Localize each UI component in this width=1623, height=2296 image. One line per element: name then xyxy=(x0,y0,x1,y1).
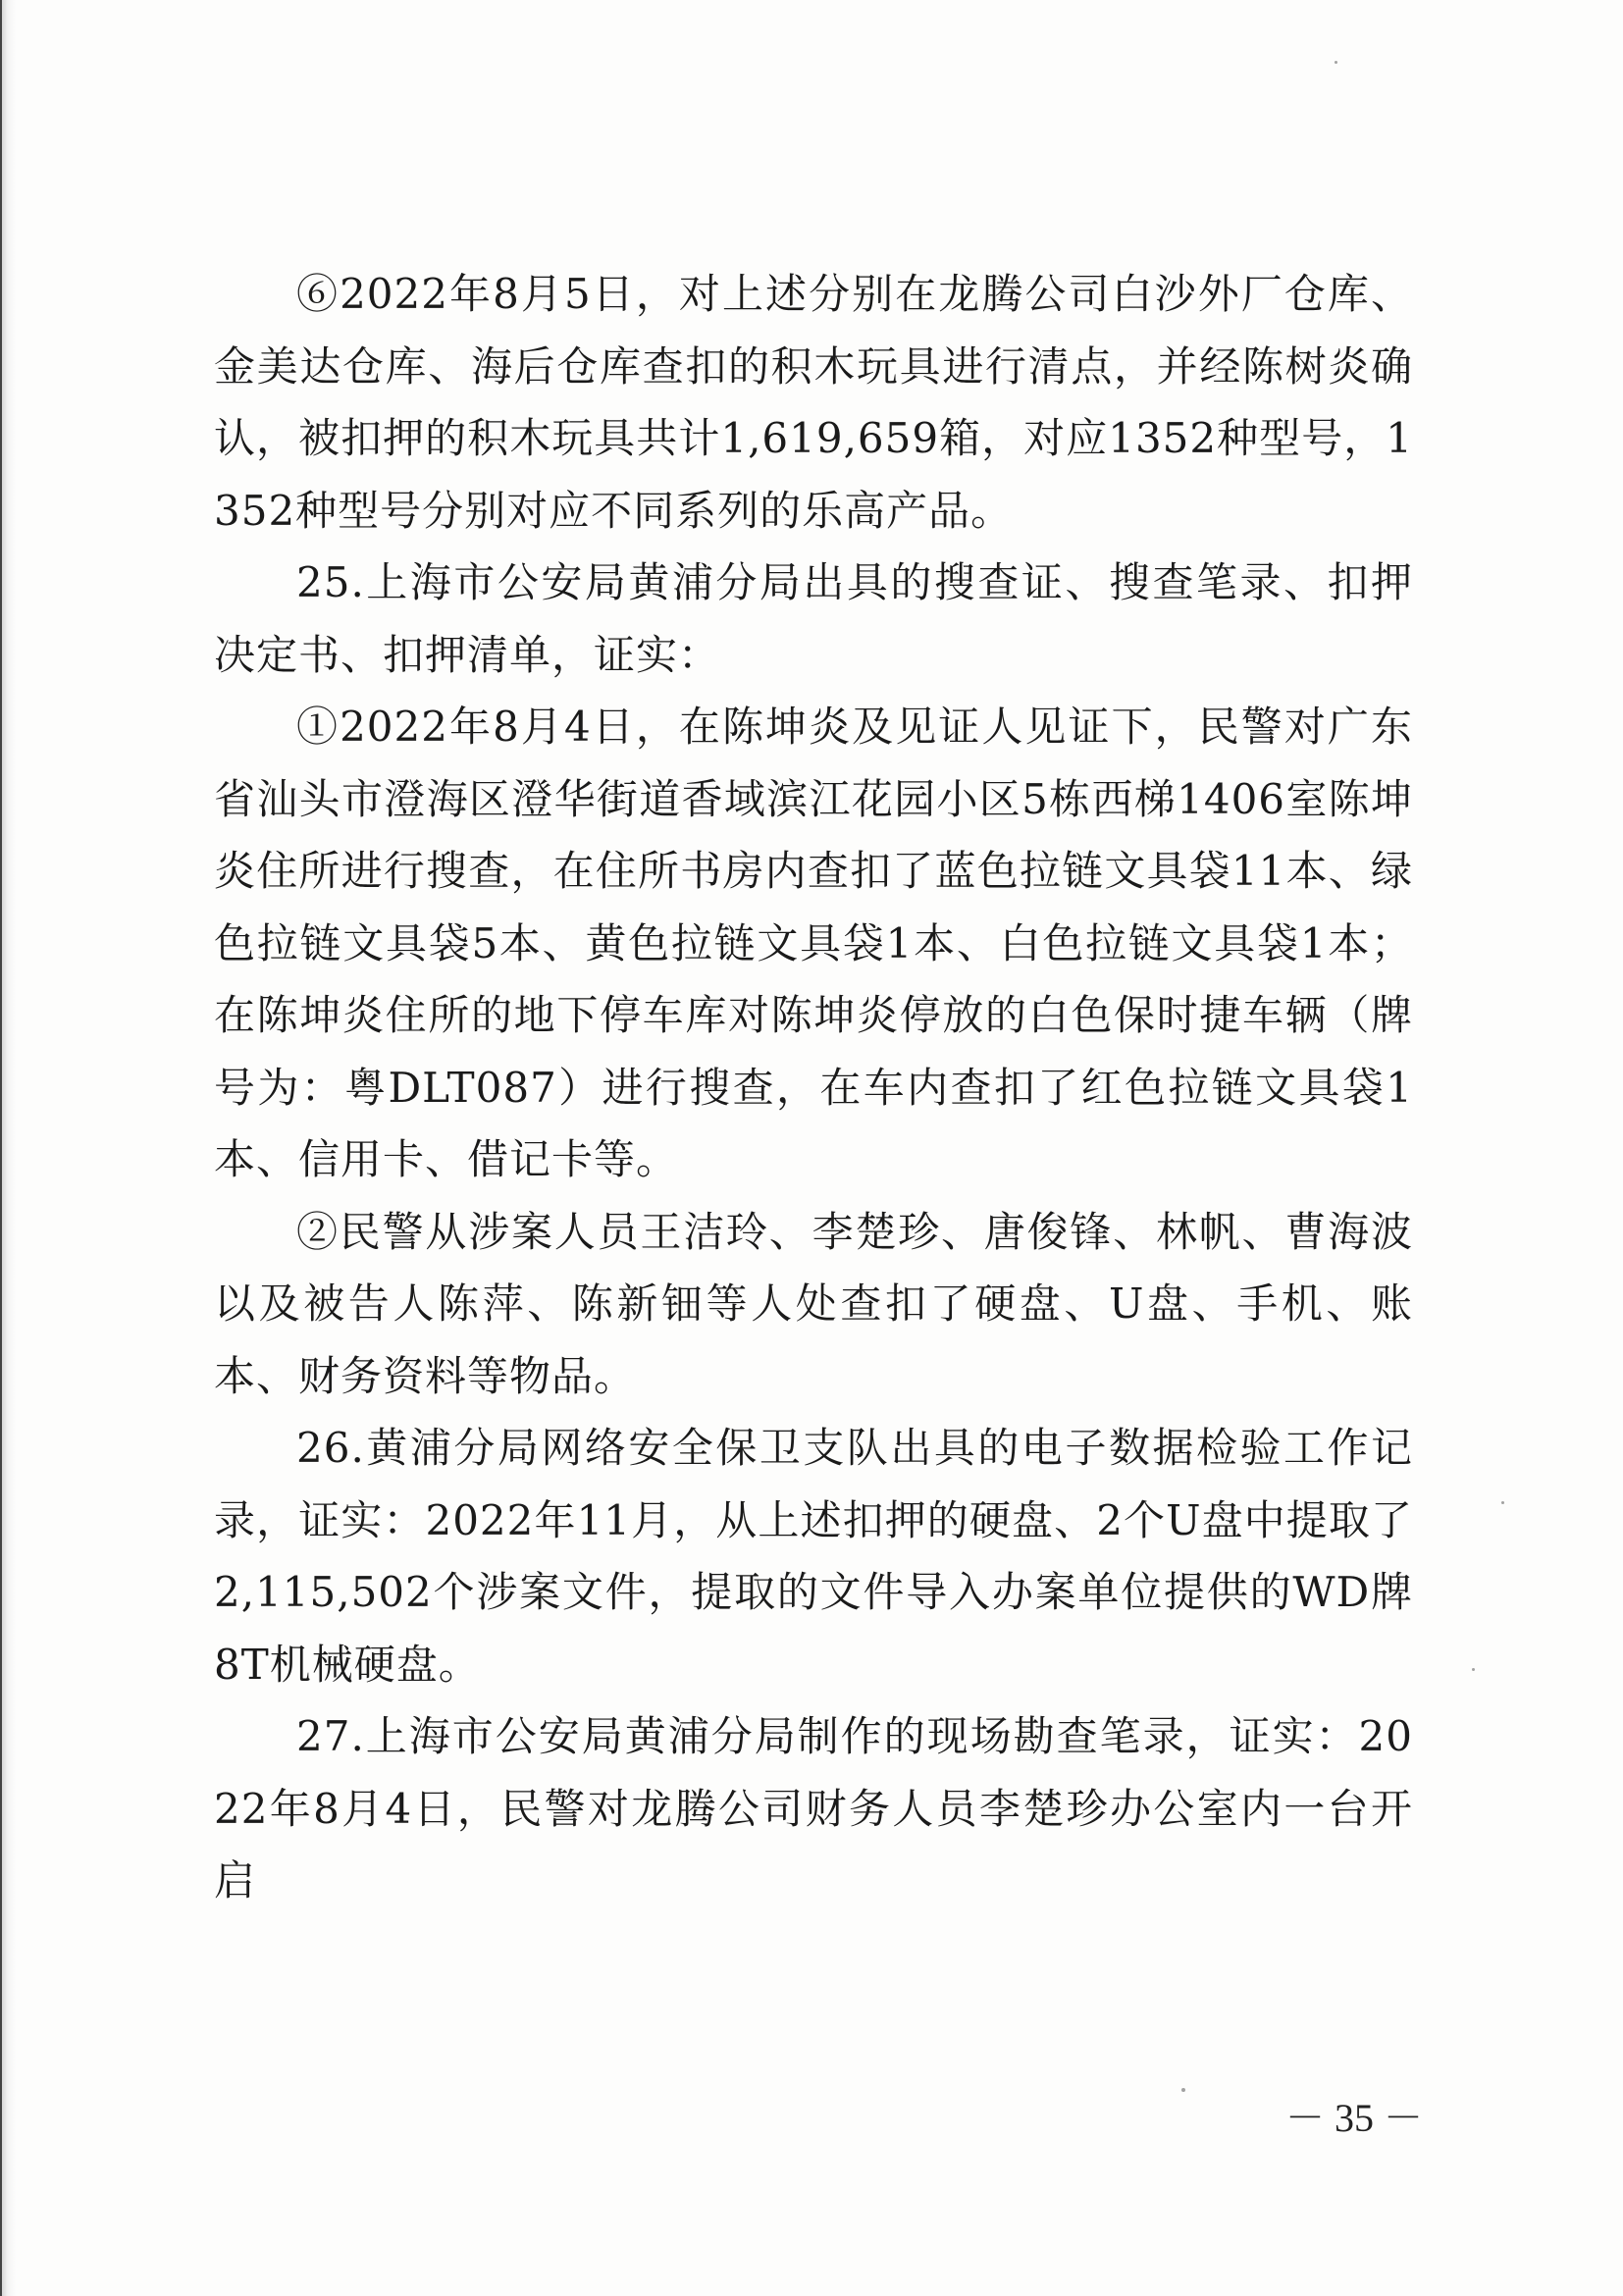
paragraph-item-1-search: ①2022年8月4日，在陈坤炎及见证人见证下，民警对广东省汕头市澄海区澄华街道香域滨江花园小区5栋西梯1406室陈坤炎住所进行搜查，在住所书房内查扣了蓝色拉链文具袋11本、绿色拉链文具袋5本、黄色拉链文具袋1本、白色拉链文具袋1本；在陈坤炎住所的地下停车库对陈坤炎停放的白色保时捷车辆（牌号为：粤DLT087）进行搜查，在车内查扣了红色拉链文具袋1本、信用卡、借记卡等。 xyxy=(214,703,1413,1183)
scan-speck xyxy=(1472,1668,1475,1671)
page-number: － 35 － xyxy=(1285,2096,1423,2140)
paragraph-item-6-inventory: ⑥2022年8月5日，对上述分别在龙腾公司白沙外厂仓库、金美达仓库、海后仓库查扣的积木玩具进行清点，并经陈树炎确认，被扣押的积木玩具共计1,619,659箱，对应1352种型号，1352种型号分别对应不同系列的乐高产品。 xyxy=(214,270,1413,535)
scan-speck xyxy=(1181,2088,1185,2092)
paragraph-item-2-seizure: ②民警从涉案人员王洁玲、李楚珍、唐俊锋、林帆、曹海波以及被告人陈萍、陈新钿等人处查扣了硬盘、U盘、手机、账本、财务资料等物品。 xyxy=(214,1207,1413,1400)
paragraph-evidence-25: 25.上海市公安局黄浦分局出具的搜查证、搜查笔录、扣押决定书、扣押清单，证实： xyxy=(214,558,1413,679)
paragraph-evidence-27: 27.上海市公安局黄浦分局制作的现场勘查笔录，证实：2022年8月4日，民警对龙腾公司财务人员李楚珍办公室内一台开启 xyxy=(214,1712,1413,1905)
scan-binding-edge xyxy=(0,0,16,2296)
scan-speck xyxy=(1335,61,1337,64)
scan-speck xyxy=(1501,1501,1504,1504)
document-body xyxy=(214,258,1413,1917)
paragraph-evidence-26: 26.黄浦分局网络安全保卫支队出具的电子数据检验工作记录，证实：2022年11月，从上述扣押的硬盘、2个U盘中提取了2,115,502个涉案文件，提取的文件导入办案单位提供的WD牌8T机械硬盘。 xyxy=(214,1424,1413,1689)
